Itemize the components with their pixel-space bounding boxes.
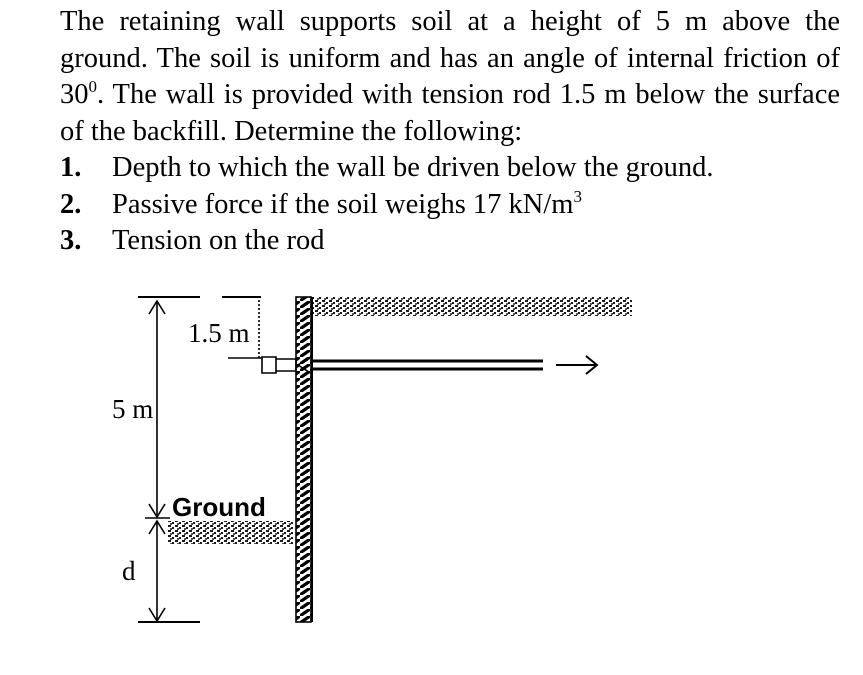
question-text: Passive force if the soil weighs 17 kN/m [112,188,574,220]
cubic-superscript: 3 [573,186,582,206]
rod-depth-label: 1.5 m [188,318,250,348]
ground-label: Ground [172,492,266,522]
degree-mark: 0 [88,77,97,96]
ground-soil [168,521,293,544]
sheet-pile-wall [296,297,311,622]
question-number: 2. [60,188,82,220]
rod-force-arrow [556,356,597,374]
backfill-soil [312,297,632,316]
statement-part-1: The retaining wall supports soil at a height of 5 m above the ground. The soil is uniform and has an angle of internal friction of 30 [60,6,840,110]
question-number: 3. [60,225,82,256]
question-number: 1. [60,152,82,183]
statement-part-2: . The wall is provided with tension rod 1.5 m below the surface of the backfill. Determine the following: [60,79,840,147]
question-text: Depth to which the wall be driven below the ground. [112,152,714,183]
height-label: 5 m [112,394,154,424]
embedment-label: d [122,556,136,586]
question-text: Tension on the rod [112,225,325,256]
